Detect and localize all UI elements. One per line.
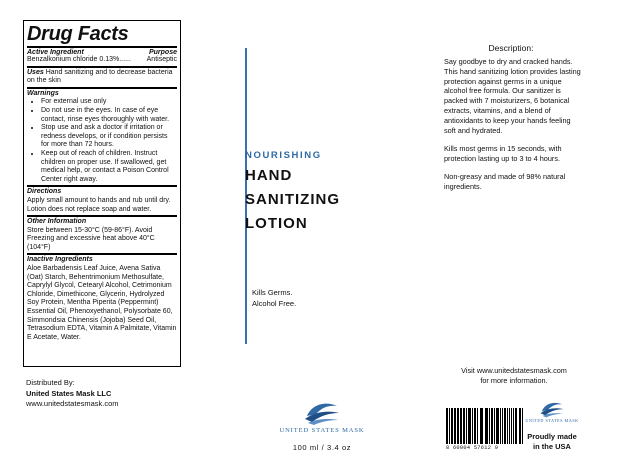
product-subtitle: NOURISHING — [245, 150, 322, 161]
barcode-bar — [511, 408, 512, 444]
active-ingredient-dots: ...... — [119, 56, 131, 63]
product-volume: 100 ml / 3.4 oz — [292, 443, 352, 452]
distributor-company: United States Mask LLC — [26, 388, 112, 398]
description-paragraph: Non-greasy and made of 98% natural ingredients. — [444, 171, 566, 191]
barcode-bar — [477, 408, 478, 444]
barcode-bar — [452, 408, 453, 444]
description-paragraph: Kills most germs in 15 seconds, with protection lasting up to 3 to 4 hours. — [444, 143, 562, 163]
uses-section — [27, 66, 177, 86]
active-ingredient-header-row — [27, 46, 177, 56]
description-body — [444, 57, 582, 200]
barcode-block — [446, 408, 524, 451]
product-claims — [252, 287, 296, 309]
barcode-bar — [475, 408, 476, 444]
eagle-wave-logo-icon — [302, 398, 342, 426]
distributor-block — [26, 378, 119, 410]
warning-item: • Stop use and ask a doctor if irritation or redness develops, or if condition persists for more than 72 hours. — [41, 124, 177, 150]
warnings-title: Warnings — [27, 89, 59, 97]
visit-website-text — [444, 366, 584, 386]
warnings-section — [27, 87, 177, 185]
made-in-line-2: in the USA — [533, 442, 571, 451]
other-information-text: Store between 15-30°C (59-86°F). Avoid Freezing and excessive heat above 40°C (104°F) — [27, 226, 155, 251]
inactive-ingredients-text: Aloe Barbadensis Leaf Juice, Avena Sativa (Oat) Starch, Behentrimonium Methosulfate, Caprylyl Glycol, Cetearyl Alcohol, Cetrimonium Chloride, Dimethicone, Glycerin, Hydrolyzed Soy Protein, Mentha Piperita (Peppermint) Essential Oil, Phenoxyethanol, Polysorbate 60, Simmondsia Chinensis (Jojoba) Seed Oil, Tetrasodium EDTA, Vitamin A Palmitate, Vitamin E Acetate, Water. — [27, 265, 177, 341]
other-information-section — [27, 215, 177, 252]
visit-line-2: for more information. — [480, 376, 548, 385]
made-in-line-1: Proudly made — [527, 432, 577, 441]
warning-item: • Keep out of reach of children. Instruct children on proper use. If swallowed, get medical help, or contact a Poison Control Center right away. — [41, 150, 177, 184]
barcode-bar — [454, 408, 456, 444]
uses-text: Hand sanitizing and to decrease bacteria on the skin — [27, 68, 173, 85]
distributor-label: Distributed By: — [26, 378, 75, 387]
barcode-bar — [470, 408, 471, 444]
barcode-bar — [492, 408, 493, 444]
distributor-website: www.unitedstatesmask.com — [26, 399, 119, 408]
uses-title: Uses — [27, 68, 44, 76]
barcode-bar — [498, 408, 499, 444]
warning-item: • For external use only — [41, 98, 177, 107]
barcode-bar — [489, 408, 490, 444]
inactive-ingredients-section — [27, 253, 177, 342]
warning-item: • Do not use in the eyes. In case of eye contact, rinse eyes thoroughly with water. — [41, 107, 177, 124]
purpose-value: Antiseptic — [146, 56, 177, 63]
barcode-bar — [494, 408, 495, 444]
barcode-bar — [482, 408, 483, 444]
barcode-number: 8 60004 57612 9 — [446, 445, 499, 451]
barcode-bar — [449, 408, 450, 444]
barcode-bar — [464, 408, 465, 444]
product-title-line-1: HAND — [245, 167, 293, 184]
inactive-ingredients-title: Inactive Ingredients — [27, 256, 93, 264]
directions-text: Apply small amount to hands and rub until dry. Lotion does not replace soap and water. — [27, 196, 171, 213]
barcode-bar — [500, 408, 501, 444]
eagle-wave-logo-icon — [538, 399, 566, 418]
warnings-list — [27, 98, 177, 184]
barcode-bar — [466, 408, 467, 444]
description-paragraph: Say goodbye to dry and cracked hands. This hand sanitizing lotion provides lasting protection against germs in a unique alcohol free formula. Our sanitizer is packed with 7 moisturizers, 6 botanical extracts, vitamins, and a blend of antioxidants to keep your hands feeling soft and hydrated. — [444, 57, 581, 135]
active-ingredient-header: Active Ingredient — [27, 49, 84, 56]
made-in-usa-text — [515, 432, 589, 452]
directions-section — [27, 185, 177, 214]
other-information-title: Other Information — [27, 218, 87, 226]
product-title-line-3: LOTION — [245, 215, 308, 232]
barcode-bar — [509, 408, 510, 444]
claim-alcohol-free: Alcohol Free. — [252, 299, 297, 308]
directions-title: Directions — [27, 188, 62, 196]
brand-logo-text: UNITED STATES MASK — [279, 427, 365, 434]
drug-facts-title: Drug Facts — [27, 23, 129, 45]
description-heading: Description: — [488, 43, 534, 53]
barcode-bar — [504, 408, 505, 444]
brand-logo — [277, 398, 367, 434]
barcode-bar — [481, 408, 482, 444]
barcode-bar — [460, 408, 461, 444]
active-ingredient-value: Benzalkonium chloride 0.13% — [27, 56, 120, 63]
badge-logo-text: UNITED STATES MASK — [525, 418, 579, 423]
barcode-icon — [446, 408, 524, 444]
purpose-header: Purpose — [148, 49, 177, 56]
drug-facts-panel — [23, 20, 181, 367]
barcode-bar — [458, 408, 459, 444]
barcode-bar — [505, 408, 506, 444]
visit-line-1: Visit www.unitedstatesmask.com — [461, 366, 567, 375]
claim-kills-germs: Kills Germs. — [252, 288, 293, 297]
barcode-bar — [487, 408, 488, 444]
product-title-line-2: SANITIZING — [245, 191, 340, 208]
barcode-bar — [447, 408, 448, 444]
made-in-usa-logo — [519, 399, 585, 423]
active-ingredient-row — [27, 56, 177, 65]
barcode-bar — [472, 408, 473, 444]
